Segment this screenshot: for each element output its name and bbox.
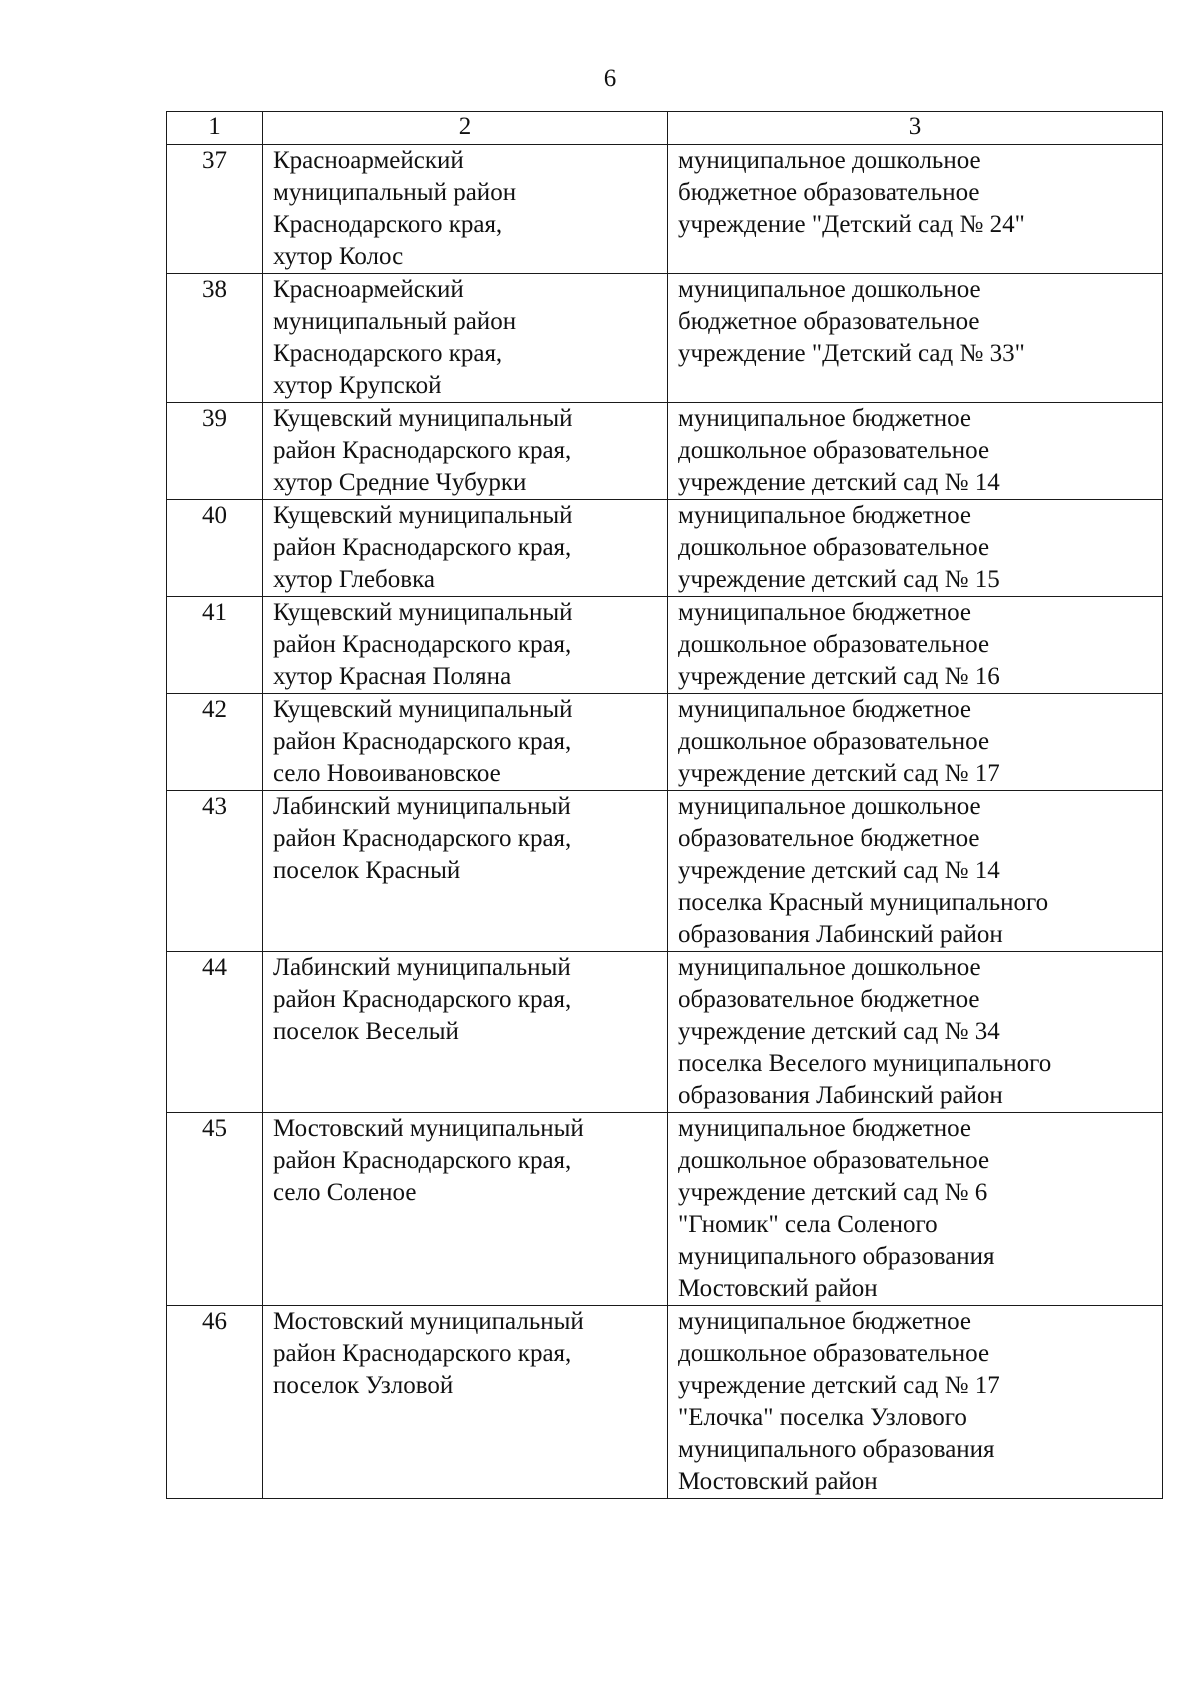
- location-line: хутор Колос: [273, 243, 404, 270]
- page-number: 6: [603, 65, 617, 92]
- organization-line: муниципального образования: [678, 1436, 995, 1463]
- location-line: село Соленое: [273, 1179, 417, 1206]
- organization-line: Мостовский район: [678, 1468, 878, 1495]
- location-line: Кущевский муниципальный: [273, 696, 573, 723]
- column-header-organization: 3: [668, 112, 1163, 145]
- organization-line: муниципальное дошкольное: [678, 793, 981, 820]
- organization-line: учреждение детский сад № 16: [678, 663, 1000, 690]
- location-cell: [263, 597, 668, 694]
- organization-line: дошкольное образовательное: [678, 1147, 990, 1174]
- organization-line: бюджетное образовательное: [678, 308, 980, 335]
- location-line: район Краснодарского края,: [273, 986, 572, 1013]
- location-line: поселок Красный: [273, 857, 461, 884]
- row-number: 46: [167, 1306, 263, 1499]
- table-row: [167, 952, 1163, 1113]
- row-number: 42: [167, 694, 263, 791]
- location-cell: [263, 952, 668, 1113]
- organization-line: поселка Красный муниципального: [678, 889, 1049, 916]
- table-row: [167, 694, 1163, 791]
- table-row: [167, 1306, 1163, 1499]
- organization-line: учреждение детский сад № 17: [678, 760, 1000, 787]
- row-number: 37: [167, 145, 263, 274]
- organization-line: муниципальное бюджетное: [678, 696, 972, 723]
- location-line: поселок Узловой: [273, 1372, 454, 1399]
- organization-line: дошкольное образовательное: [678, 1340, 990, 1367]
- location-line: Лабинский муниципальный: [273, 793, 571, 820]
- organization-line: муниципальное бюджетное: [678, 502, 972, 529]
- organization-line: учреждение "Детский сад № 24": [678, 211, 1025, 238]
- organization-line: поселка Веселого муниципального: [678, 1050, 1052, 1077]
- organization-line: учреждение детский сад № 6: [678, 1179, 988, 1206]
- organization-line: учреждение детский сад № 14: [678, 469, 1000, 496]
- location-cell: [263, 274, 668, 403]
- location-line: Краснодарского края,: [273, 340, 503, 367]
- organization-cell: [668, 952, 1163, 1113]
- location-line: хутор Глебовка: [273, 566, 435, 593]
- organization-cell: [668, 1113, 1163, 1306]
- location-line: село Новоивановское: [273, 760, 501, 787]
- organization-line: муниципальное дошкольное: [678, 276, 981, 303]
- organization-cell: [668, 145, 1163, 274]
- location-cell: [263, 1306, 668, 1499]
- location-line: район Краснодарского края,: [273, 825, 572, 852]
- organization-cell: [668, 274, 1163, 403]
- organization-line: образования Лабинский район: [678, 1082, 1003, 1109]
- institutions-table: [166, 111, 1163, 1499]
- location-line: поселок Веселый: [273, 1018, 459, 1045]
- location-line: Кущевский муниципальный: [273, 599, 573, 626]
- organization-line: учреждение "Детский сад № 33": [678, 340, 1025, 367]
- location-line: Краснодарского края,: [273, 211, 503, 238]
- table-row: [167, 597, 1163, 694]
- organization-line: образовательное бюджетное: [678, 986, 980, 1013]
- location-line: район Краснодарского края,: [273, 1147, 572, 1174]
- location-line: хутор Крупской: [273, 372, 442, 399]
- location-line: Мостовский муниципальный: [273, 1308, 584, 1335]
- organization-line: дошкольное образовательное: [678, 728, 990, 755]
- location-line: Лабинский муниципальный: [273, 954, 571, 981]
- row-number: 43: [167, 791, 263, 952]
- table-row: [167, 403, 1163, 500]
- organization-line: дошкольное образовательное: [678, 631, 990, 658]
- organization-line: учреждение детский сад № 14: [678, 857, 1000, 884]
- organization-line: муниципальное бюджетное: [678, 1308, 972, 1335]
- location-cell: [263, 403, 668, 500]
- location-line: Кущевский муниципальный: [273, 502, 573, 529]
- organization-line: муниципальное бюджетное: [678, 405, 972, 432]
- row-number: 41: [167, 597, 263, 694]
- location-line: район Краснодарского края,: [273, 534, 572, 561]
- organization-line: образования Лабинский район: [678, 921, 1003, 948]
- table-row: [167, 145, 1163, 274]
- organization-line: "Гномик" села Соленого: [678, 1211, 938, 1238]
- organization-cell: [668, 500, 1163, 597]
- location-line: район Краснодарского края,: [273, 437, 572, 464]
- organization-cell: [668, 694, 1163, 791]
- location-line: муниципальный район: [273, 308, 517, 335]
- location-cell: [263, 694, 668, 791]
- table-row: [167, 274, 1163, 403]
- table-row: [167, 791, 1163, 952]
- organization-line: муниципального образования: [678, 1243, 995, 1270]
- row-number: 38: [167, 274, 263, 403]
- organization-cell: [668, 791, 1163, 952]
- organization-line: учреждение детский сад № 15: [678, 566, 1000, 593]
- location-cell: [263, 1113, 668, 1306]
- row-number: 44: [167, 952, 263, 1113]
- column-header-number: 1: [167, 112, 263, 145]
- row-number: 39: [167, 403, 263, 500]
- organization-line: учреждение детский сад № 17: [678, 1372, 1000, 1399]
- location-line: Красноармейский: [273, 276, 464, 303]
- location-line: район Краснодарского края,: [273, 631, 572, 658]
- location-cell: [263, 500, 668, 597]
- organization-line: муниципальное дошкольное: [678, 954, 981, 981]
- organization-cell: [668, 403, 1163, 500]
- organization-line: "Елочка" поселка Узлового: [678, 1404, 967, 1431]
- organization-cell: [668, 1306, 1163, 1499]
- organization-line: образовательное бюджетное: [678, 825, 980, 852]
- location-line: район Краснодарского края,: [273, 728, 572, 755]
- table-row: [167, 1113, 1163, 1306]
- organization-line: учреждение детский сад № 34: [678, 1018, 1000, 1045]
- row-number: 45: [167, 1113, 263, 1306]
- location-line: район Краснодарского края,: [273, 1340, 572, 1367]
- organization-line: бюджетное образовательное: [678, 179, 980, 206]
- location-line: Красноармейский: [273, 147, 464, 174]
- organization-line: дошкольное образовательное: [678, 437, 990, 464]
- organization-line: дошкольное образовательное: [678, 534, 990, 561]
- table-header-row: [167, 112, 1163, 145]
- organization-line: муниципальное бюджетное: [678, 1115, 972, 1142]
- organization-cell: [668, 597, 1163, 694]
- location-cell: [263, 145, 668, 274]
- location-cell: [263, 791, 668, 952]
- organization-line: муниципальное дошкольное: [678, 147, 981, 174]
- table-row: [167, 500, 1163, 597]
- location-line: Кущевский муниципальный: [273, 405, 573, 432]
- column-header-location: 2: [263, 112, 668, 145]
- location-line: Мостовский муниципальный: [273, 1115, 584, 1142]
- location-line: муниципальный район: [273, 179, 517, 206]
- organization-line: Мостовский район: [678, 1275, 878, 1302]
- location-line: хутор Красная Поляна: [273, 663, 512, 690]
- row-number: 40: [167, 500, 263, 597]
- location-line: хутор Средние Чубурки: [273, 469, 527, 496]
- organization-line: муниципальное бюджетное: [678, 599, 972, 626]
